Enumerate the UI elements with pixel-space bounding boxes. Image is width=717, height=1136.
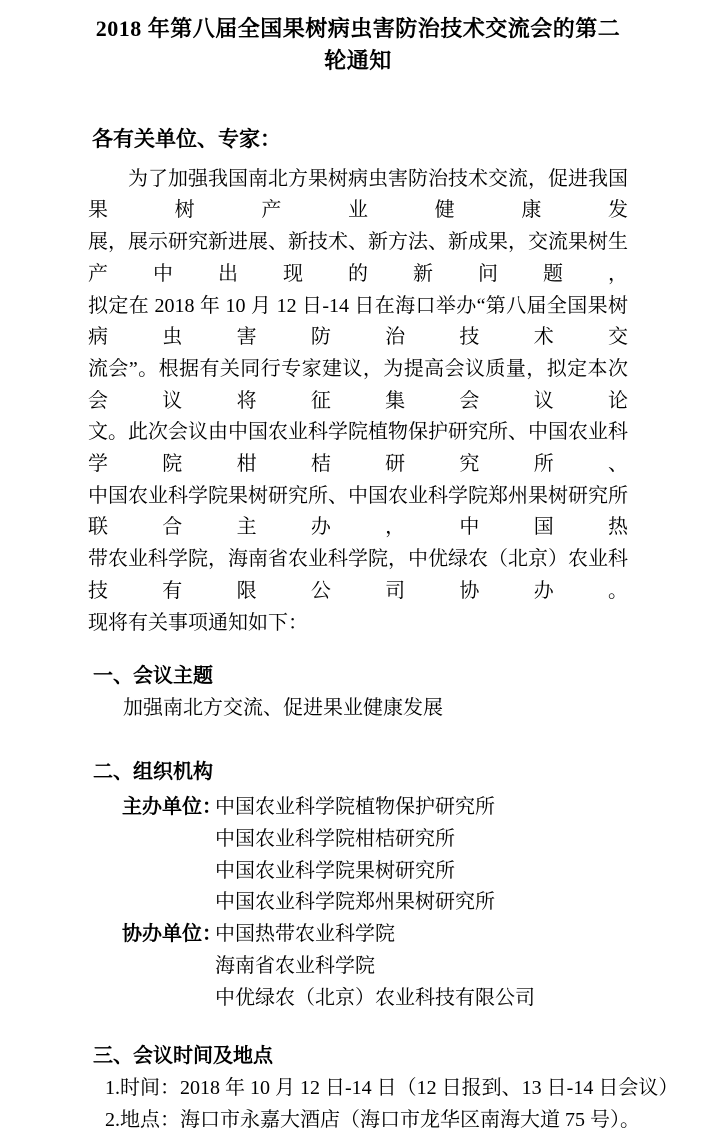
- salutation: 各有关单位、专家：: [92, 128, 281, 151]
- paragraph-line: 现将有关事项通知如下：: [88, 611, 308, 634]
- paragraph-line: 为了加强我国南北方果树病虫害防治技术交流，促进我国果树产业健康发: [88, 167, 628, 222]
- paragraph-line: 拟定在 2018 年 10 月 12 日-14 日在海口举办“第八届全国果树病虫害防治技术交: [88, 294, 628, 349]
- theme-content: 加强南北方交流、促进果业健康发展: [123, 696, 443, 719]
- section-heading-schedule: 三、会议时间及地点: [93, 1045, 273, 1068]
- host-unit-item: 中国农业科学院柑桔研究所: [215, 828, 455, 851]
- co-organizer-list: [215, 919, 628, 1014]
- host-units-label: 主办单位：: [122, 796, 222, 819]
- paragraph-line: 中国农业科学院果树研究所、中国农业科学院郑州果树研究所联合主办，中国热: [88, 484, 628, 539]
- co-organizer-row: [88, 919, 628, 1014]
- intro-paragraph: [88, 164, 628, 640]
- schedule-list: [88, 1073, 679, 1136]
- host-unit-item: 中国农业科学院郑州果树研究所: [215, 891, 495, 914]
- section-heading-theme: 一、会议主题: [93, 665, 213, 688]
- paragraph-line: 流会”。根据有关同行专家建议，为提高会议质量，拟定本次会议将征集会议论: [88, 357, 628, 412]
- paragraph-line: 带农业科学院，海南省农业科学院，中优绿农（北京）农业科技有限公司协办。: [88, 548, 628, 602]
- host-unit-item: 中国农业科学院植物保护研究所: [215, 796, 495, 819]
- co-organizer-item: 中优绿农（北京）农业科技有限公司: [215, 986, 535, 1009]
- paragraph-line: 文。此次会议由中国农业科学院植物保护研究所、中国农业科学院柑桔研究所、: [88, 421, 628, 476]
- host-unit-item: 中国农业科学院果树研究所: [215, 859, 455, 882]
- document-title: 2018 年第八届全国果树病虫害防治技术交流会的第二轮通知: [95, 16, 621, 73]
- schedule-item: 1.时间：2018 年 10 月 12 日-14 日（12 日报到、13 日-14 日会议）: [105, 1076, 679, 1099]
- paragraph-line: 展，展示研究新进展、新技术、新方法、新成果，交流果树生产中出现的新问题，: [88, 231, 628, 285]
- co-organizer-item: 海南省农业科学院: [215, 954, 375, 977]
- organization-block: [88, 792, 628, 1014]
- schedule-item: 2.地点：海口市永嘉大酒店（海口市龙华区南海大道 75 号）。: [105, 1108, 640, 1131]
- co-organizer-label: 协办单位：: [122, 923, 222, 946]
- co-organizer-item: 中国热带农业科学院: [215, 923, 395, 946]
- host-units-list: [215, 792, 628, 919]
- section-heading-organization: 二、组织机构: [93, 760, 213, 783]
- host-units-row: [88, 792, 628, 919]
